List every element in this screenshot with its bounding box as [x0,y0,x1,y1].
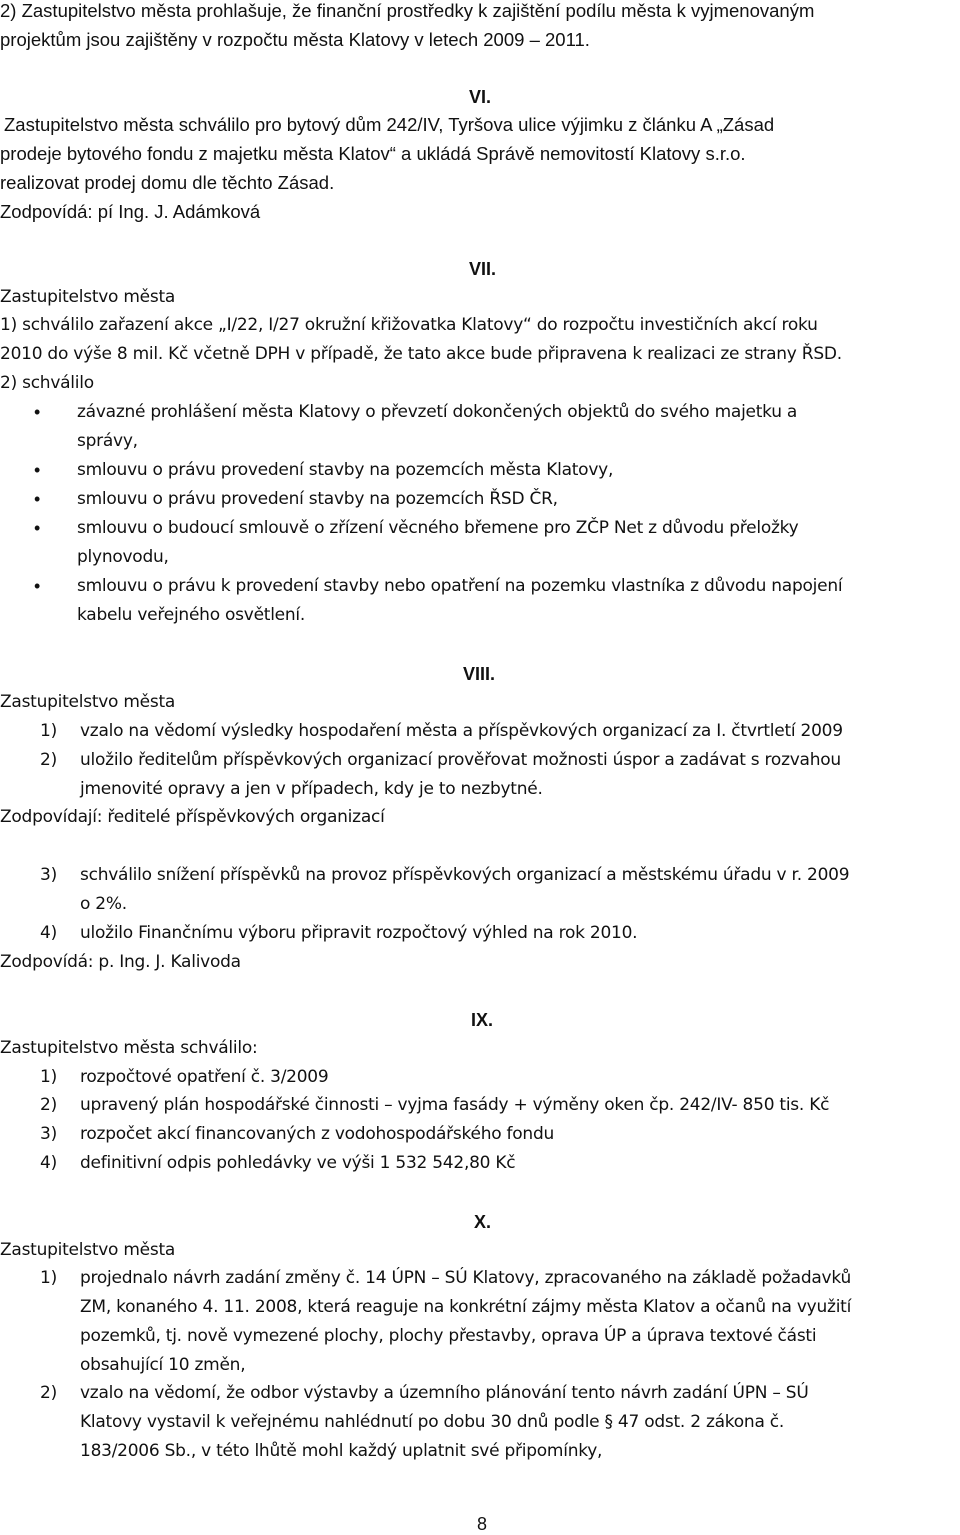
section-heading-viii: VIII. [463,664,496,684]
bullet-icon: • [34,576,41,596]
bullet-icon: • [34,518,41,538]
list-item: vzalo na vědomí výsledky hospodaření města a příspěvkových organizací za I. čtvrtletí 2009 [80,721,843,741]
list-item: schválilo snížení příspěvků na provoz příspěvkových organizací a městskému úřadu v r. 2009 [80,865,850,885]
section-heading-ix: IX. [471,1010,494,1030]
paragraph-line: projektům jsou zajištěny v rozpočtu města Klatovy v letech 2009 – 2011. [0,29,590,50]
section-heading-vi: VI. [469,87,492,107]
list-item: kabelu veřejného osvětlení. [77,605,306,625]
paragraph-line: prodeje bytového fondu z majetku města Klatov“ a ukládá Správě nemovitostí Klatovy s.r.o. [0,143,746,164]
list-item: smlouvu o právu provedení stavby na pozemcích ŘSD ČR, [77,489,558,509]
list-item: pozemků, tj. nově vymezené plochy, plochy přestavby, oprava ÚP a úprava textové části [80,1326,817,1346]
list-item: definitivní odpis pohledávky ve výši 1 532 542,80 Kč [80,1153,516,1173]
section-heading-vii: VII. [469,259,497,279]
responsible-person: Zodpovídá: p. Ing. J. Kalivoda [0,952,241,972]
paragraph-line: realizovat prodej domu dle těchto Zásad. [0,172,335,193]
item-number: 1) [40,721,57,741]
list-item: o 2%. [80,894,127,914]
list-item: 183/2006 Sb., v této lhůtě mohl každý uplatnit své připomínky, [80,1441,603,1461]
page-number: 8 [477,1514,488,1534]
list-item: obsahující 10 změn, [80,1355,246,1375]
bullet-icon: • [34,402,41,422]
item-number: 2) [40,1383,57,1403]
list-item: vzalo na vědomí, že odbor výstavby a územního plánování tento návrh zadání ÚPN – SÚ [80,1383,809,1403]
list-item: smlouvu o právu provedení stavby na pozemcích města Klatovy, [77,460,614,480]
council-label: Zastupitelstvo města [0,692,176,712]
list-item: smlouvu o budoucí smlouvě o zřízení věcného břemene pro ZČP Net z důvodu přeložky [77,518,799,538]
council-label: Zastupitelstvo města [0,287,176,307]
list-item: smlouvu o právu k provedení stavby nebo opatření na pozemku vlastníka z důvodu napojení [77,576,843,596]
list-item: projednalo návrh zadání změny č. 14 ÚPN – SÚ Klatovy, zpracovaného na základě požadavků [80,1268,851,1288]
item-number: 1) [40,1067,57,1087]
item-number: 3) [40,1124,57,1144]
bullet-icon: • [34,460,41,480]
item-number: 1) [40,1268,57,1288]
list-item: závazné prohlášení města Klatovy o převzetí dokončených objektů do svého majetku a [77,402,798,422]
list-item: uložilo Finančnímu výboru připravit rozpočtový výhled na rok 2010. [80,923,638,943]
list-item: Klatovy vystavil k veřejnému nahlédnutí po dobu 30 dnů podle § 47 odst. 2 zákona č. [80,1412,785,1432]
paragraph-line: 2010 do výše 8 mil. Kč včetně DPH v případě, že tato akce bude připravena k realizaci ze strany ŘSD. [0,344,842,364]
item-number: 2) [40,750,57,770]
item-number: 2) [40,1095,57,1115]
list-item: správy, [77,431,138,451]
list-item: jmenovité opravy a jen v případech, kdy je to nezbytné. [80,779,543,799]
list-item: rozpočet akcí financovaných z vodohospodářského fondu [80,1124,555,1144]
list-item: uložilo ředitelům příspěvkových organizací prověřovat možnosti úspor a zadávat s rozvahou [80,750,841,770]
paragraph-line: 2) schválilo [0,373,94,393]
list-item: plynovodu, [77,547,169,567]
bullet-icon: • [34,489,41,509]
council-label: Zastupitelstvo města schválilo: [0,1038,258,1058]
item-number: 4) [40,923,57,943]
item-number: 3) [40,865,57,885]
section-heading-x: X. [474,1212,492,1232]
list-item: upravený plán hospodářské činnosti – vyjma fasády + výměny oken čp. 242/IV- 850 tis. Kč [80,1095,830,1115]
council-label: Zastupitelstvo města [0,1240,176,1260]
item-number: 4) [40,1153,57,1173]
list-item: ZM, konaného 4. 11. 2008, která reaguje na konkrétní zájmy města Klatov a očanů na využití [80,1297,852,1317]
responsible-person: Zodpovídá: pí Ing. J. Adámková [0,201,261,222]
paragraph-line: Zastupitelstvo města schválilo pro bytový dům 242/IV, Tyršova ulice výjimku z článku A „Zásad [4,114,775,135]
paragraph-line: 1) schválilo zařazení akce „I/22, I/27 okružní křižovatka Klatovy“ do rozpočtu investičních akcí roku [0,315,818,335]
responsible-person: Zodpovídají: ředitelé příspěvkových organizací [0,807,385,827]
list-item: rozpočtové opatření č. 3/2009 [80,1067,329,1087]
paragraph-line: 2) Zastupitelstvo města prohlašuje, že finanční prostředky k zajištění podílu města k vyjmenovaným [0,0,815,21]
